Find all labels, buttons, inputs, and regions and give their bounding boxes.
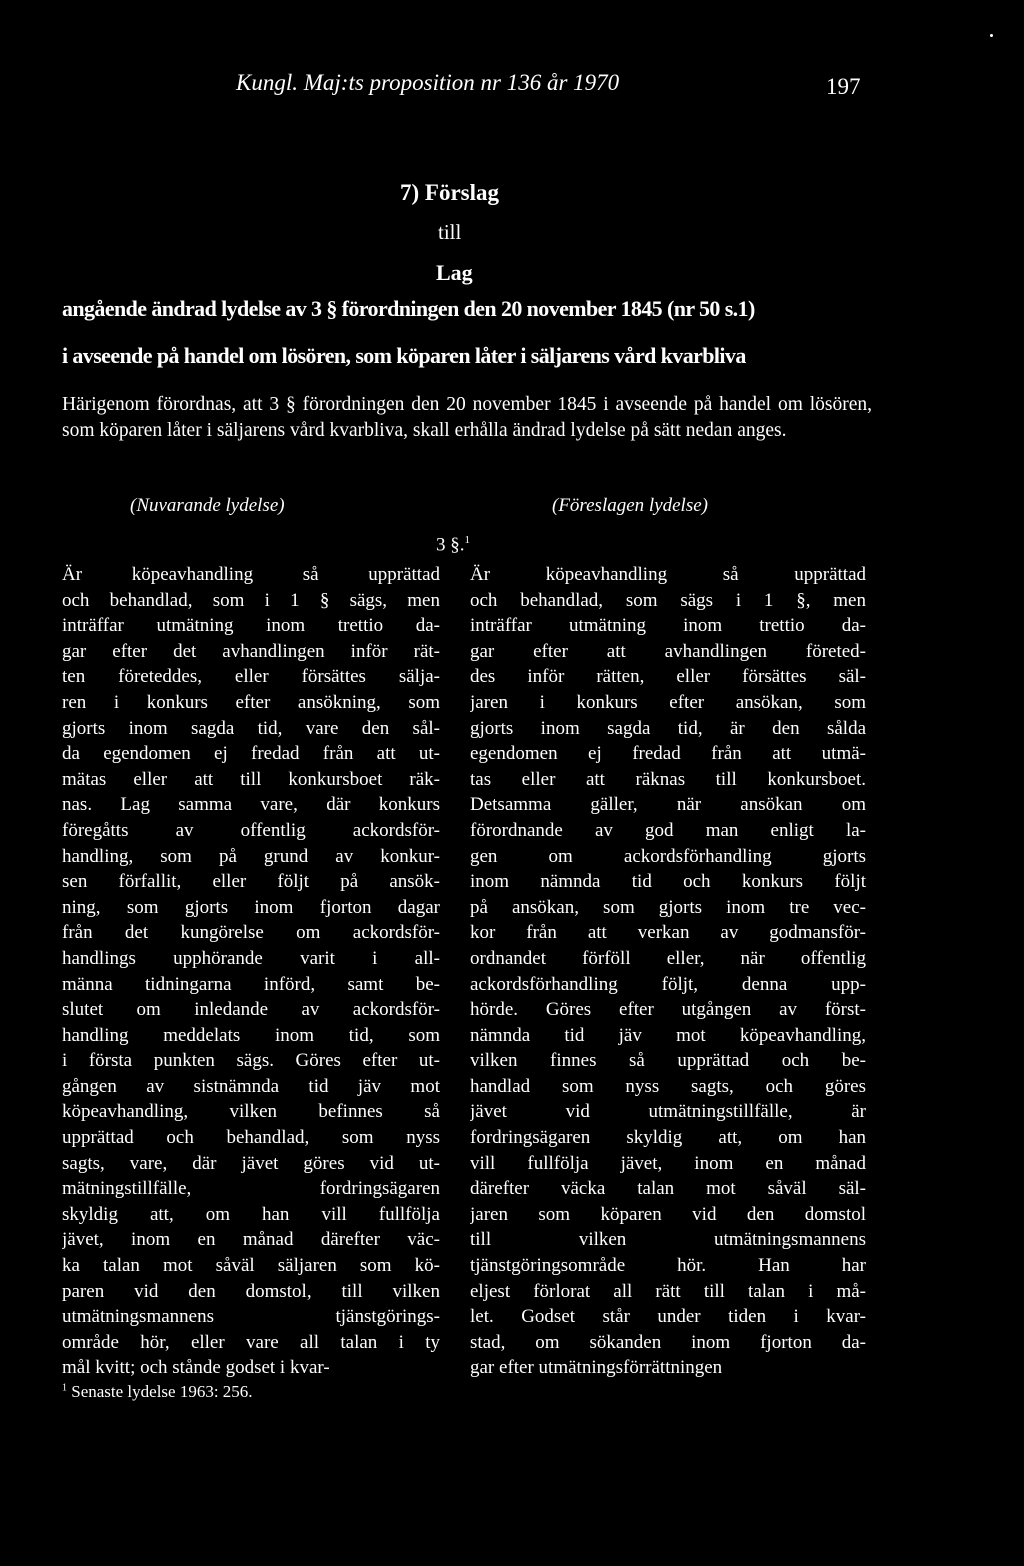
proposal-heading: 7) Förslag: [400, 180, 500, 205]
text-line: utmätningsmannens tjänstgörings-: [62, 1306, 440, 1328]
subtitle-line-1: angående ändrad lydelse av 3 § förordningen den 20 november 1845 (nr 50 s.1): [62, 296, 755, 321]
text-line: gar efter utmätningsförrättningen: [470, 1357, 723, 1379]
text-line: da egendomen ej fredad från att ut-: [62, 743, 440, 765]
text-line: Är köpeavhandling så upprättad: [470, 564, 866, 585]
text-line: inträffar utmätning inom trettio da-: [470, 615, 866, 637]
text-line: Detsamma gäller, när ansökan om: [470, 794, 866, 816]
text-line: let. Godset står under tiden i kvar-: [470, 1306, 866, 1328]
text-line: nas. Lag samma vare, där konkurs: [62, 794, 440, 816]
footnote-text: Senaste lydelse 1963: 256.: [71, 1382, 253, 1401]
text-line: gar efter det avhandlingen inför rät-: [62, 640, 440, 662]
text-line: ten företeddes, eller försättes sälja-: [62, 666, 440, 688]
text-line: mätningstillfälle, fordringsägaren: [62, 1178, 440, 1200]
section-mark-text: 3 §.: [436, 534, 465, 556]
text-line: därefter väcka talan mot såväl säl-: [470, 1178, 866, 1200]
text-line: kor från att verkan av godmansför-: [470, 922, 866, 944]
text-line: paren vid den domstol, till vilken: [62, 1280, 440, 1302]
text-line: inom nämnda tid och konkurs följt: [470, 871, 866, 893]
text-line: inträffar utmätning inom trettio da-: [62, 615, 440, 637]
text-line: Är köpeavhandling så upprättad: [62, 564, 440, 585]
text-line: gjorts inom sagda tid, vare den sål-: [62, 717, 440, 739]
text-line: ackordsförhandling följt, denna upp-: [470, 973, 866, 995]
text-line: och behandlad, som sägs i 1 §, men: [470, 589, 866, 611]
text-line: mål kvitt; och stånde godset i kvar-: [62, 1357, 330, 1379]
text-line: skyldig att, om han vill fullfölja: [62, 1203, 440, 1225]
text-line: handling, som på grund av konkur-: [62, 845, 440, 867]
text-line: upprättad och behandlad, som nyss: [62, 1127, 440, 1149]
text-line: handling meddelats inom tid, som: [62, 1024, 440, 1046]
scan-speck: [990, 34, 993, 37]
text-line: till vilken utmätningsmannens: [470, 1229, 866, 1251]
footnote-reference: 1: [464, 534, 470, 546]
running-title: Kungl. Maj:ts proposition nr 136 år 1970: [236, 70, 620, 95]
text-line: eljest förlorat all rätt till talan i må-: [470, 1280, 866, 1302]
text-line: gen om ackordsförhandling gjorts: [470, 845, 866, 867]
text-line: gar efter att avhandlingen företed-: [470, 640, 866, 662]
text-line: jaren i konkurs efter ansökan, som: [470, 691, 866, 713]
section-mark: [436, 534, 470, 556]
text-line: fordringsägaren skyldig att, om han: [470, 1127, 866, 1149]
text-line: sen förfallit, eller följt på ansök-: [62, 871, 440, 893]
text-line: förordnande av god man enligt la-: [470, 819, 866, 841]
proposed-wording-header: (Föreslagen lydelse): [552, 495, 708, 516]
subtitle-line-2: i avseende på handel om lösören, som köparen låter i säljarens vård kvarbliva: [62, 343, 746, 368]
page-number: 197: [826, 74, 861, 99]
text-line: vilken finnes så upprättad och be-: [470, 1050, 866, 1072]
text-line: och behandlad, som i 1 § sägs, men: [62, 589, 440, 611]
text-line: ren i konkurs efter ansökning, som: [62, 691, 440, 713]
text-line: sagts, vare, där jävet göres vid ut-: [62, 1152, 440, 1174]
text-line: egendomen ej fredad från att utmä-: [470, 743, 866, 765]
text-line: område hör, eller vare all talan i ty: [62, 1331, 440, 1353]
text-line: stad, om sökanden inom fjorton da-: [470, 1331, 866, 1353]
text-line: des inför rätten, eller försättes säl-: [470, 666, 866, 688]
footnote: [62, 1382, 253, 1402]
text-line: tas eller att räknas till konkursboet.: [470, 768, 866, 790]
text-line: jävet, inom en månad därefter väc-: [62, 1229, 440, 1251]
text-line: gången av sistnämnda tid jäv mot: [62, 1075, 440, 1097]
text-line: på ansökan, som gjorts inom tre vec-: [470, 896, 866, 918]
text-line: jaren som köparen vid den domstol: [470, 1203, 866, 1225]
text-line: i första punkten sägs. Göres efter ut-: [62, 1050, 440, 1072]
text-line: jävet vid utmätningstillfälle, är: [470, 1101, 866, 1123]
text-line: ordnandet förföll eller, när offentlig: [470, 947, 866, 969]
text-line: gjorts inom sagda tid, är den sålda: [470, 717, 866, 739]
text-line: männa tidningarna införd, samt be-: [62, 973, 440, 995]
text-line: vill fullfölja jävet, inom en månad: [470, 1152, 866, 1174]
heading-till: till: [438, 220, 462, 244]
text-line: handlings upphörande varit i all-: [62, 947, 440, 969]
text-line: mätas eller att till konkursboet räk-: [62, 768, 440, 790]
text-line: nämnda tid jäv mot köpeavhandling,: [470, 1024, 866, 1046]
intro-paragraph: Härigenom förordnas, att 3 § förordningen den 20 november 1845 i avseende på handel om lösören, som köparen låter i säljarens vård kvarbliva, skall erhålla ändrad lydelse på sätt nedan anges.: [62, 394, 872, 441]
text-line: föregåtts av offentlig ackordsför-: [62, 819, 440, 841]
heading-lag: Lag: [436, 260, 473, 285]
text-line: handlad som nyss sagts, och göres: [470, 1075, 866, 1097]
text-line: slutet om inledande av ackordsför-: [62, 999, 440, 1021]
text-line: hörde. Göres efter utgången av först-: [470, 999, 866, 1021]
text-line: ning, som gjorts inom fjorton dagar: [62, 896, 440, 918]
proposed-wording-column: [470, 562, 866, 1381]
footnote-marker: 1: [62, 1382, 67, 1394]
text-line: ka talan mot såväl säljaren som kö-: [62, 1255, 440, 1277]
text-line: köpeavhandling, vilken befinnes så: [62, 1101, 440, 1123]
text-line: från det kungörelse om ackordsför-: [62, 922, 440, 944]
text-line: tjänstgöringsområde hör. Han har: [470, 1255, 866, 1277]
current-wording-header: (Nuvarande lydelse): [130, 495, 285, 516]
current-wording-column: [62, 562, 440, 1381]
